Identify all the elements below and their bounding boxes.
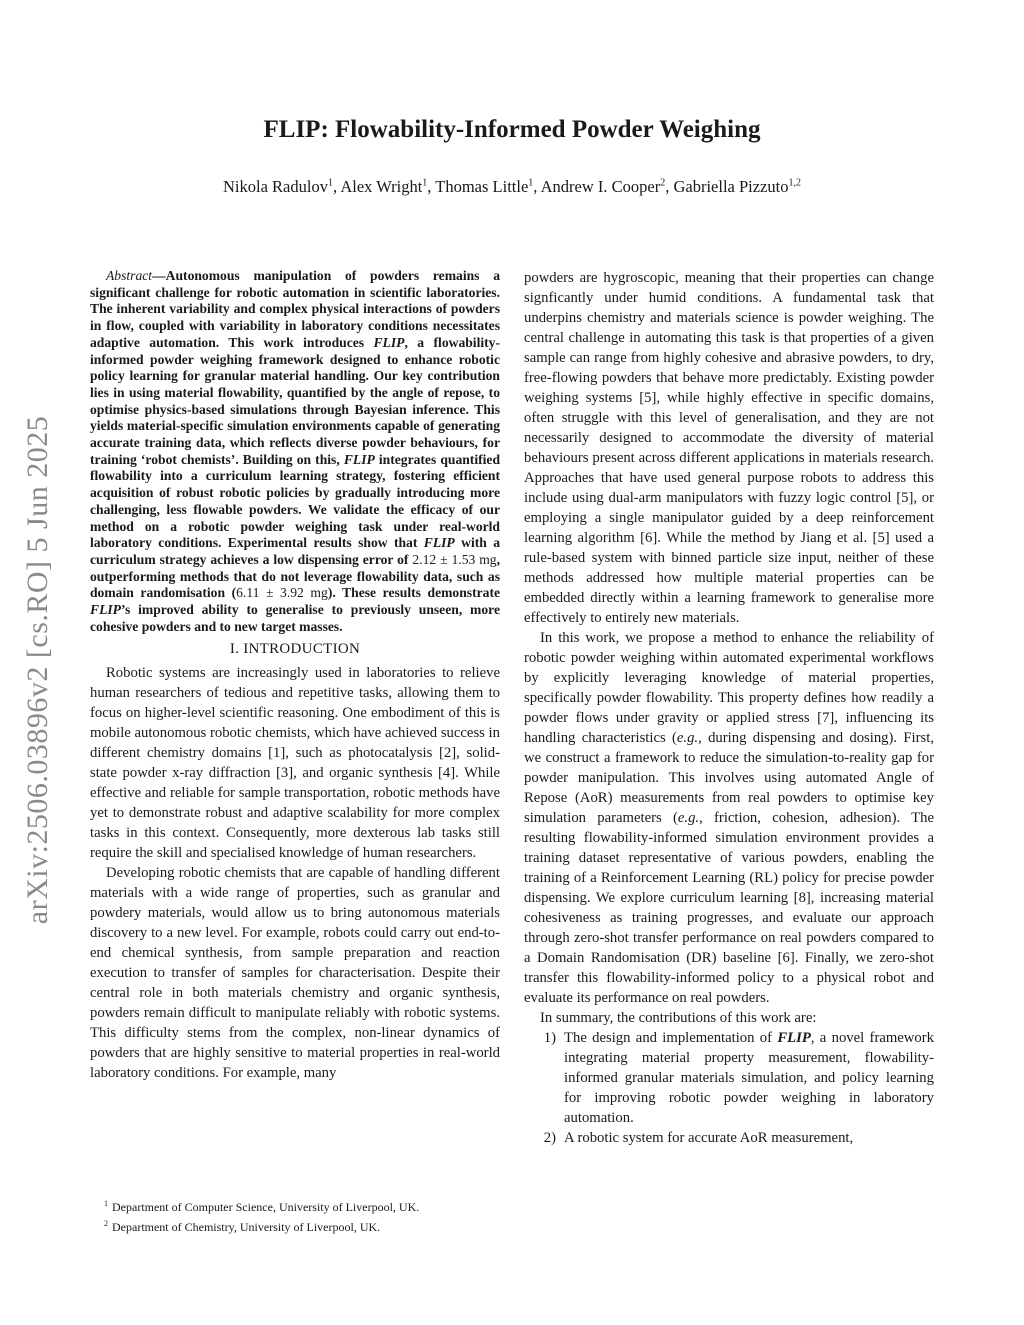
author: Gabriella Pizzuto (673, 177, 789, 196)
error-value: 6.11 ± 3.92 mg (236, 585, 328, 601)
paper-title: FLIP: Flowability-Informed Powder Weighing (263, 116, 761, 143)
error-value: 2.12 ± 1.53 mg (412, 551, 497, 567)
author: Alex Wright (340, 177, 423, 196)
contribution-list (524, 1028, 934, 1148)
affiliation-mark: 1 (327, 177, 333, 189)
author: Thomas Little (435, 177, 529, 196)
list-number: 1) (543, 1030, 556, 1046)
footnote: $^2$ Department of Chemistry, University of Liverpool, UK. (104, 1218, 381, 1234)
list-item: 1) The design and implementation of FLIP, a novel framework integrating material property measurement, flowability-informed granular materials simulation, and policy learning for improving robotic powder weighing in laboratory automation. (524, 1028, 934, 1128)
author: Andrew I. Cooper (540, 177, 661, 196)
abstract-label: Abstract (106, 268, 153, 283)
flip-name: FLIP (373, 334, 405, 350)
author-list: Nikola Radulov$^1$, Alex Wright$^1$, Thomas Little$^1$, Andrew I. Cooper$^2$, Gabriella Pizzuto$^{1,2}$ (223, 177, 801, 196)
affiliation-mark: 1 (528, 177, 534, 189)
list-item: 2) A robotic system for accurate AoR measurement, (524, 1128, 934, 1148)
author: Nikola Radulov (223, 177, 328, 196)
arxiv-id-text: arXiv:2506.03896v2 [cs.RO] 5 Jun 2025 (21, 415, 54, 925)
arxiv-side-identifier (8, 380, 68, 960)
affiliation-mark: 1,2 (788, 177, 801, 189)
affiliation-mark: 2 (660, 177, 666, 189)
intro-paragraph: Robotic systems are increasingly used in laboratories to relieve human researchers of tedious and repetitive tasks, allowing them to focus on higher-level scientific reasoning. One embodiment of this is mobile autonomous robotic chemists, which have achieved success in different chemistry domains [1], such as photocatalysis [2], solid-state powder x-ray diffraction [3], and organic synthesis [4]. While effective and reliable for sample transportation, robotic methods have yet to demonstrate robust and adaptive scalability for more complex tasks in this context. Consequently, more dexterous lab tasks still require the skill and specialised knowledge of human researchers. (90, 665, 500, 862)
intro-paragraph: powders are hygroscopic, meaning that their properties can change signficantly under humid conditions. A fundamental task that underpins chemistry and materials science is powder weighing. The central challenge in automating this task is that properties of a given sample can range from highly cohesive and abrasive powders, to dry, free-flowing powders that behave more predictably. Existing powder weighing systems [5], while highly effective in specific domains, often struggle with this level of generalisation, and they are not necessarily designed to accommodate the diversity of material behaviours present across different applications in materials research. Approaches that have used general purpose robots to address this include using dual-arm manipulators with fuzzy logic control [5], or employing a single manipulator guided by a deep reinforcement learning algorithm [6]. While the method by Jiang et al. [5] used a rule-based system with binned particle size input, neither of these methods addressed how multiple material properties can be embedded directly within a learning framework to generalise more effectively to entirely new materials. (524, 270, 934, 626)
affiliation-mark: 1 (422, 177, 428, 189)
intro-paragraph: In summary, the contributions of this work are: (540, 1010, 817, 1026)
abstract: Abstract—Autonomous manipulation of powders remains a significant challenge for robotic automation in scientific laboratories. The inherent variability and complex physical interactions of powders in flow, coupled with variability in laboratory conditions necessitates adaptive automation. This work introduces FLIP, a flowability-informed powder weighing framework designed to enhance robotic policy learning for granular material handling. Our key contribution lies in using material flowability, quantified by the angle of repose, to optimise physics-based simulations through Bayesian inference. This yields material-specific simulation environments capable of generating accurate training data, which reflects diverse powder behaviours, for training ‘robot chemists’. Building on this, FLIP integrates quantified flowability into a curriculum learning strategy, fostering efficient acquisition of robust robotic policies by gradually introducing more challenging, less flowable powders. We validate the efficacy of our method on a robotic powder weighing task under real-world laboratory conditions. Experimental results show that FLIP with a curriculum strategy achieves a low dispensing error of 2.12 ± 1.53 mg, outperforming methods that do not leverage flowability data, such as domain randomisation (6.11 ± 3.92 mg). These results demonstrate FLIP’s improved ability to generalise to previously unseen, more cohesive powders and to new target masses. (90, 268, 500, 634)
footnotes (90, 1196, 500, 1235)
left-column (90, 268, 500, 1083)
intro-paragraph: In this work, we propose a method to enhance the reliability of robotic powder weighing within automated experimental workflows by explicitly leveraging knowledge of material properties, specifically powder flowability. This property defines how readily a powder flows under gravity or applied stress [7], influencing its handling characteristics (e.g., during dispensing and dosing). First, we construct a framework to reduce the simulation-to-reality gap for powder manipulation. This involves using automated Angle of Repose (AoR) measurements from real powders to optimise key simulation parameters (e.g., friction, cohesion, adhesion). The resulting flowability-informed simulation environment provides a training dataset representative of various powders, enabling the training of a Reinforcement Learning (RL) policy for precise powder dispensing. We explore curriculum learning [8], increasing material cohesiveness as training progresses, and evaluate our approach through zero-shot transfer performance on real powders compared to a Domain Randomisation (DR) baseline [6]. Finally, we zero-shot transfer this flowability-informed policy to a physical robot and evaluate its performance on real powders. (524, 630, 934, 1006)
flip-name: FLIP (423, 535, 455, 551)
section-heading-introduction: I. INTRODUCTION (229, 641, 361, 658)
flip-name: FLIP (777, 1030, 811, 1046)
flip-name: FLIP (90, 602, 121, 618)
right-column (524, 268, 934, 1148)
list-number: 2) (543, 1130, 556, 1146)
footnote: $^1$ Department of Computer Science, University of Liverpool, UK. (104, 1199, 420, 1214)
flip-name: FLIP (343, 451, 375, 467)
intro-paragraph: Developing robotic chemists that are capable of handling different materials with a wide range of properties, such as granular and powdery materials, would allow us to bring autonomous materials discovery to a new level. For example, robots could carry out end-to-end chemical synthesis, from sample preparation and reaction execution to transfer of samples for characterisation. Despite their central role in both materials chemistry and organic synthesis, powders remain difficult to manipulate reliably with robotic systems. This difficulty stems from the complex, non-linear dynamics of powders that are highly sensitive to material properties in real-world laboratory conditions. For example, many (90, 865, 500, 1082)
